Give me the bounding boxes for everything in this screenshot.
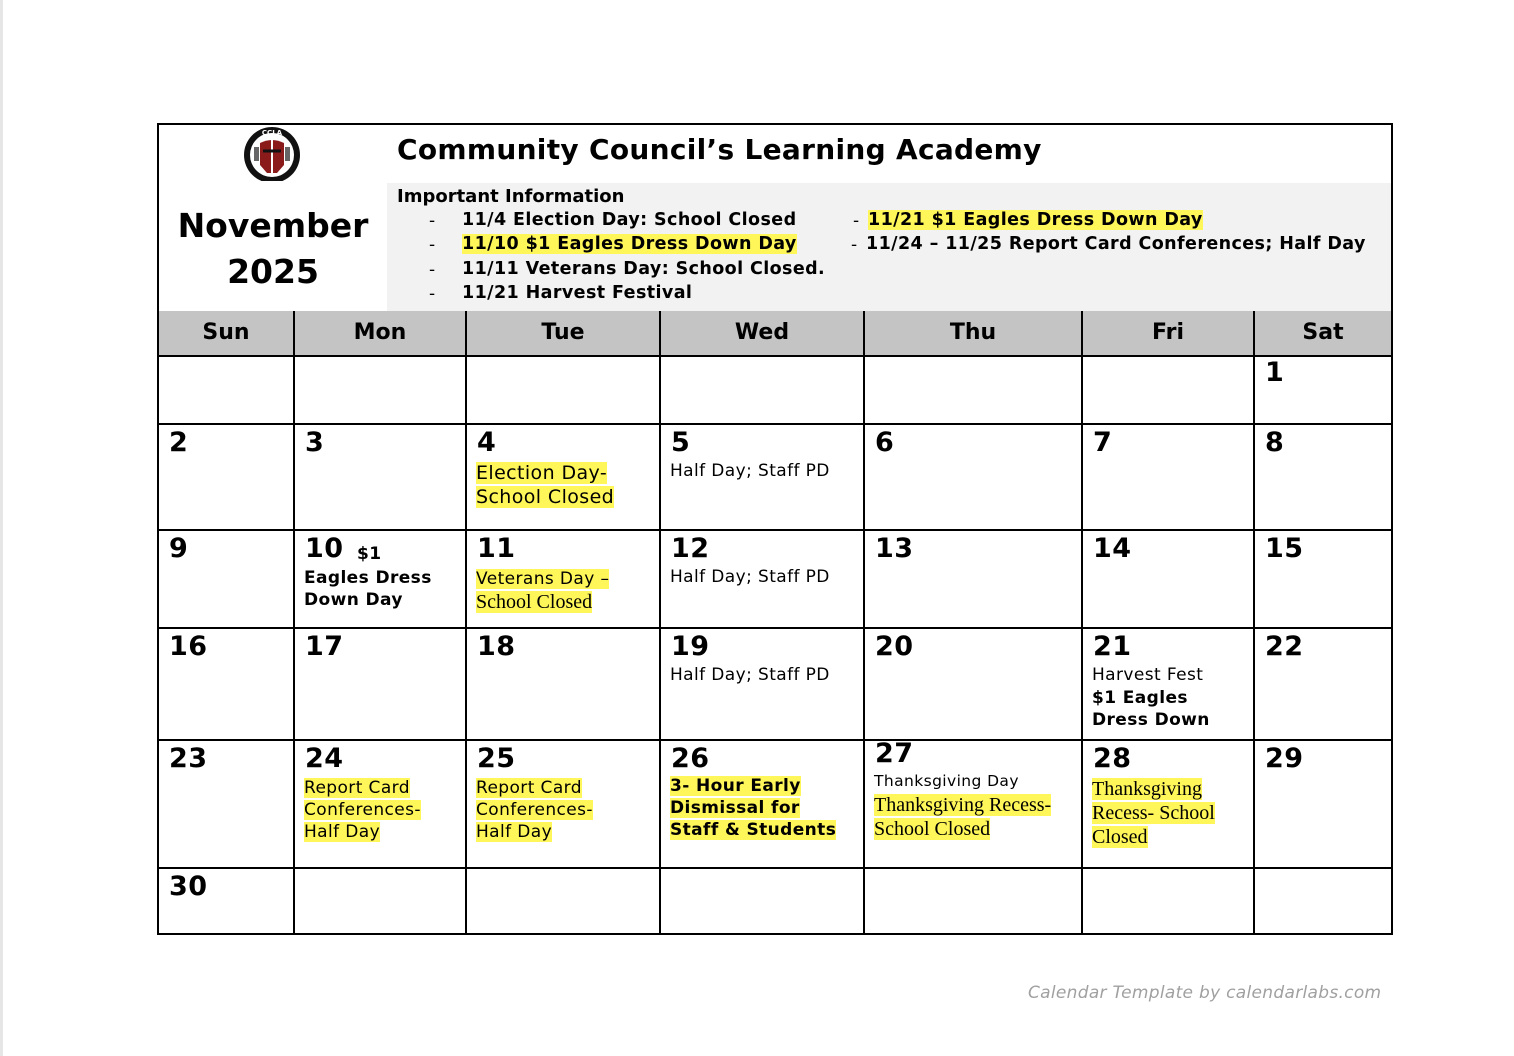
day-number: 10	[305, 533, 344, 564]
day-cell-empty	[295, 357, 467, 425]
day-number: 17	[305, 631, 344, 662]
day-cell-25[interactable]	[467, 741, 661, 869]
day-cell-empty	[295, 869, 467, 933]
month-title	[159, 203, 387, 295]
day-number: 4	[477, 427, 497, 458]
day-note: Thanksgiving Day	[874, 772, 1019, 790]
footer-credit: Calendar Template by calendarlabs.com	[1028, 983, 1382, 1003]
day-number: 23	[169, 743, 208, 774]
day-number: 22	[1265, 631, 1304, 662]
day-note: Half Day	[476, 822, 553, 842]
day-cell-empty	[661, 869, 865, 933]
day-cell-empty	[865, 357, 1083, 425]
info-dash: -	[851, 235, 858, 255]
title-row	[159, 125, 1391, 185]
important-info	[387, 183, 1391, 311]
day-number: 12	[671, 533, 710, 564]
day-note: Thanksgiving Recess-	[874, 794, 1052, 816]
day-cell-empty	[467, 357, 661, 425]
info-dash: -	[429, 284, 436, 304]
day-cell-29[interactable]	[1255, 741, 1391, 869]
day-cell-28[interactable]	[1083, 741, 1255, 869]
day-cell-26[interactable]	[661, 741, 865, 869]
day-note: School Closed	[874, 818, 991, 840]
day-note: Dismissal for	[670, 798, 800, 818]
day-note: School Closed	[476, 486, 615, 508]
day-cell-17[interactable]	[295, 629, 467, 741]
day-cell-12[interactable]	[661, 531, 865, 629]
day-note: Staff & Students	[670, 820, 837, 840]
day-note: Half Day; Staff PD	[670, 567, 830, 587]
day-cell-empty	[467, 869, 661, 933]
day-note: Election Day-	[476, 462, 608, 484]
info-item: 11/11 Veterans Day: School Closed.	[462, 259, 826, 279]
day-cell-21[interactable]	[1083, 629, 1255, 741]
day-note: Dress Down	[1092, 710, 1210, 730]
day-cell-13[interactable]	[865, 531, 1083, 629]
info-dash: -	[429, 211, 436, 231]
info-item: 11/24 – 11/25 Report Card Conferences; Half Day	[866, 234, 1366, 254]
day-note: Report Card	[476, 778, 582, 798]
day-note: Conferences-	[476, 800, 593, 820]
info-heading: Important Information	[397, 186, 625, 207]
info-item: 11/10 $1 Eagles Dress Down Day	[462, 234, 797, 254]
day-number: 21	[1093, 631, 1132, 662]
day-number: 19	[671, 631, 710, 662]
day-cell-empty	[661, 357, 865, 425]
day-cell-30[interactable]	[159, 869, 295, 933]
day-note: School Closed	[476, 591, 593, 613]
info-item: 11/21 $1 Eagles Dress Down Day	[868, 210, 1203, 230]
month-name: November	[177, 206, 369, 245]
month-box	[159, 183, 387, 311]
day-note: Half Day; Staff PD	[670, 665, 830, 685]
day-cell-15[interactable]	[1255, 531, 1391, 629]
day-number: 18	[477, 631, 516, 662]
day-cell-8[interactable]	[1255, 425, 1391, 531]
weekday-tue: Tue	[467, 311, 661, 357]
day-cell-2[interactable]	[159, 425, 295, 531]
weekday-sun: Sun	[159, 311, 295, 357]
day-note: Harvest Fest	[1092, 665, 1204, 685]
day-note: Recess- School	[1092, 802, 1215, 824]
day-number: 24	[305, 743, 344, 774]
day-number: 29	[1265, 743, 1304, 774]
day-note: Conferences-	[304, 800, 421, 820]
day-number: 9	[169, 533, 189, 564]
day-cell-16[interactable]	[159, 629, 295, 741]
school-logo-icon	[241, 127, 303, 181]
info-dash: -	[853, 211, 860, 231]
day-note: Veterans Day –	[476, 569, 610, 589]
day-number: 25	[477, 743, 516, 774]
day-note: Down Day	[304, 590, 403, 610]
page-edge	[0, 0, 3, 1056]
day-number: 26	[671, 743, 710, 774]
weekday-wed: Wed	[661, 311, 865, 357]
day-cell-3[interactable]	[295, 425, 467, 531]
day-cell-18[interactable]	[467, 629, 661, 741]
day-number: 6	[875, 427, 895, 458]
day-cell-11[interactable]	[467, 531, 661, 629]
day-number: 8	[1265, 427, 1285, 458]
day-number: 16	[169, 631, 208, 662]
svg-text:CCLA: CCLA	[261, 129, 283, 137]
day-note: 3- Hour Early	[670, 776, 801, 796]
day-note: Report Card	[304, 778, 410, 798]
day-cell-20[interactable]	[865, 629, 1083, 741]
day-cell-empty	[1083, 869, 1255, 933]
day-note: Half Day	[304, 822, 381, 842]
info-item: 11/21 Harvest Festival	[462, 283, 693, 303]
day-note: Thanksgiving	[1092, 778, 1202, 800]
day-cell-14[interactable]	[1083, 531, 1255, 629]
day-cell-10[interactable]	[295, 531, 467, 629]
day-cell-24[interactable]	[295, 741, 467, 869]
day-cell-empty	[159, 357, 295, 425]
day-cell-19[interactable]	[661, 629, 865, 741]
day-number: 1	[1265, 357, 1285, 388]
day-number: 14	[1093, 533, 1132, 564]
day-cell-22[interactable]	[1255, 629, 1391, 741]
weekday-thu: Thu	[865, 311, 1083, 357]
info-row	[159, 183, 1391, 313]
day-cell-6[interactable]	[865, 425, 1083, 531]
school-title: Community Council’s Learning Academy	[397, 133, 1042, 166]
day-cell-4[interactable]	[467, 425, 661, 531]
day-number: 27	[875, 738, 914, 769]
day-note: $1	[357, 544, 382, 564]
day-number: 13	[875, 533, 914, 564]
day-number: 30	[169, 871, 208, 902]
day-cell-empty	[1255, 869, 1391, 933]
day-cell-empty	[1083, 357, 1255, 425]
info-dash: -	[429, 260, 436, 280]
day-cell-7[interactable]	[1083, 425, 1255, 531]
day-number: 2	[169, 427, 189, 458]
info-item: 11/4 Election Day: School Closed	[462, 210, 797, 230]
day-cell-5[interactable]	[661, 425, 865, 531]
day-number: 20	[875, 631, 914, 662]
day-cell-empty	[865, 869, 1083, 933]
day-cell-9[interactable]	[159, 531, 295, 629]
info-dash: -	[429, 235, 436, 255]
day-note: Eagles Dress	[304, 568, 432, 588]
weekday-fri: Fri	[1083, 311, 1255, 357]
calendar-grid	[159, 311, 1391, 933]
calendar-sheet	[157, 123, 1393, 935]
day-number: 7	[1093, 427, 1113, 458]
day-note: Closed	[1092, 826, 1148, 848]
day-cell-1[interactable]	[1255, 357, 1391, 425]
day-note: $1 Eagles	[1092, 688, 1188, 708]
month-year: 2025	[227, 252, 319, 291]
day-number: 15	[1265, 533, 1304, 564]
day-cell-27[interactable]	[865, 738, 1083, 869]
day-number: 28	[1093, 743, 1132, 774]
weekday-mon: Mon	[295, 311, 467, 357]
day-number: 3	[305, 427, 325, 458]
day-cell-23[interactable]	[159, 741, 295, 869]
day-note: Half Day; Staff PD	[670, 461, 830, 481]
day-number: 11	[477, 533, 516, 564]
weekday-sat: Sat	[1255, 311, 1391, 357]
day-number: 5	[671, 427, 691, 458]
